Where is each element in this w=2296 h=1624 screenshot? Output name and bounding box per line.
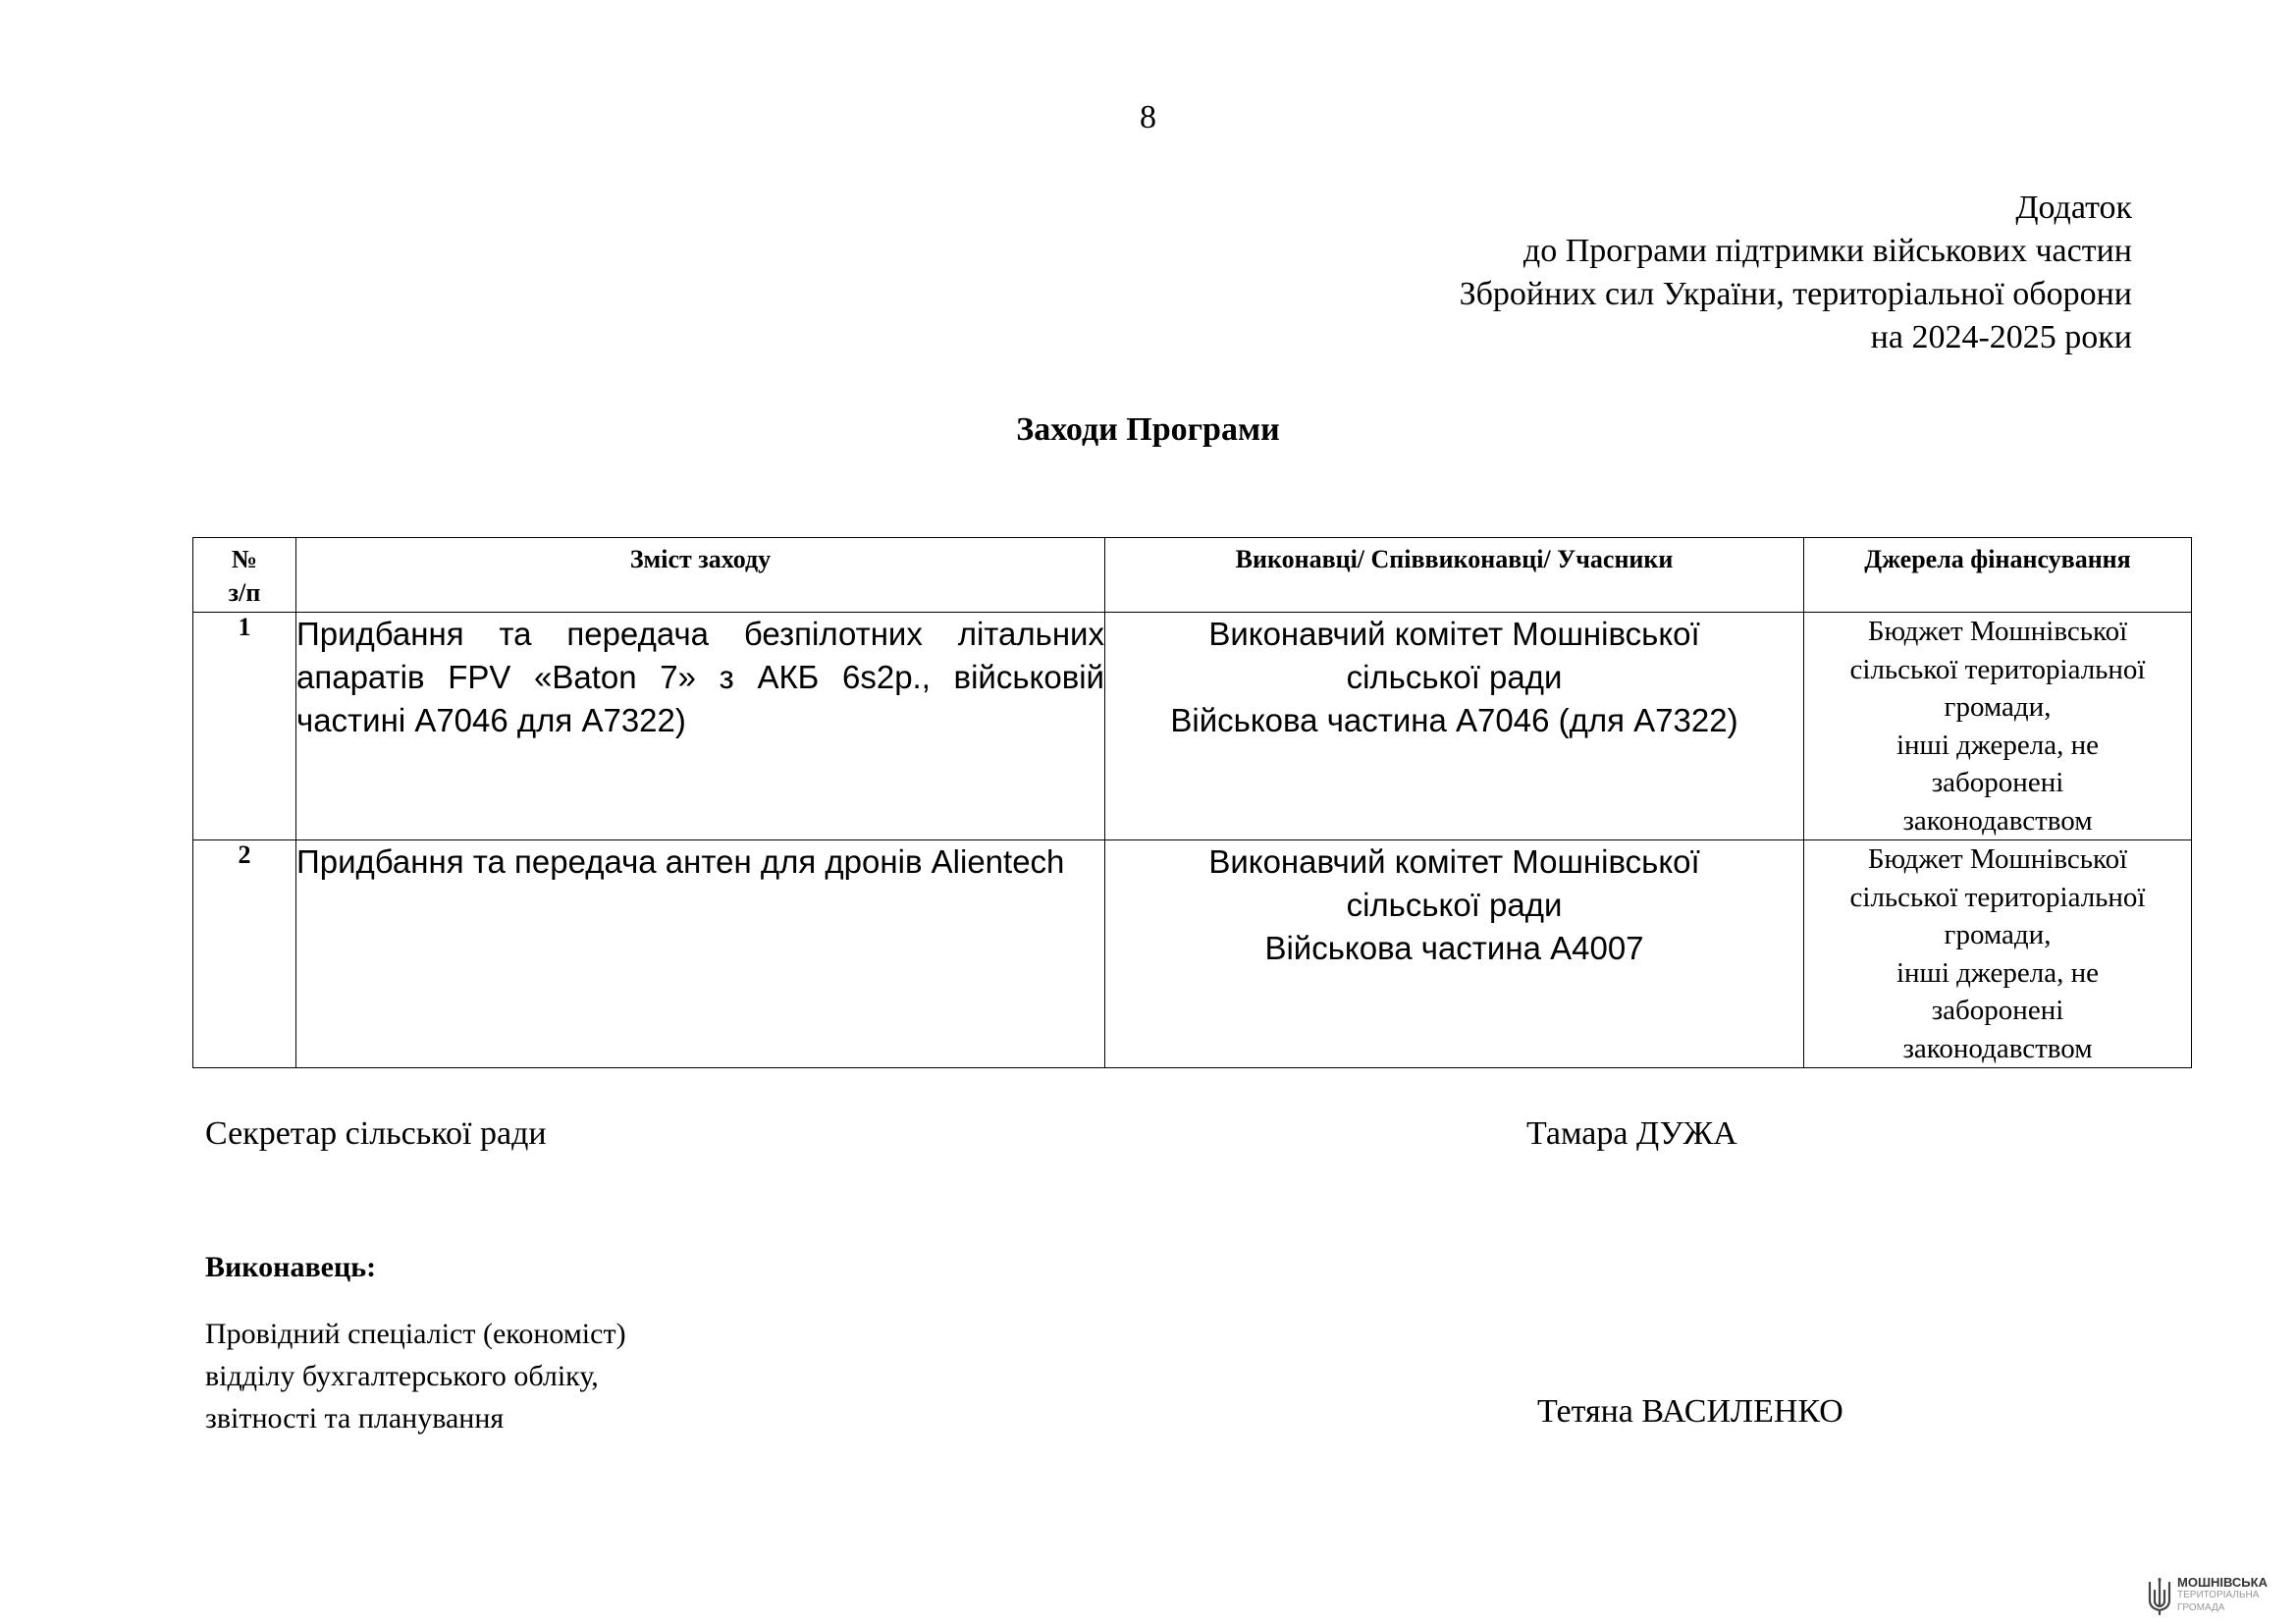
appendix-line-2: до Програми підтримки військових частин (1522, 233, 2132, 269)
header-executors: Виконавці/ Співвиконавці/ Учасники (1105, 538, 1804, 613)
funding-line-2: сільської територіальної (1849, 653, 2146, 685)
secretary-name: Тамара ДУЖА (1526, 1115, 1737, 1152)
funding-line-1: Бюджет Мошнівської (1867, 616, 2128, 647)
executor-position (205, 1313, 626, 1439)
table-row (193, 840, 2192, 1068)
logo-line-1: МОШНІВСЬКА (2177, 1575, 2268, 1590)
measures-table (192, 537, 2192, 1068)
appendix-line-4: на 2024-2025 роки (1870, 319, 2132, 355)
executor-heading: Виконавець: (205, 1251, 377, 1283)
trident-icon (2145, 1577, 2174, 1616)
header-funding: Джерела фінансування (1804, 538, 2192, 613)
executor-name: Тетяна ВАСИЛЕНКО (1537, 1393, 1843, 1430)
appendix-line-1: Додаток (2015, 189, 2132, 226)
page-number: 8 (1140, 99, 1156, 135)
table-header-row (193, 538, 2192, 613)
header-number-line-1: № (231, 545, 258, 573)
secretary-title: Секретар сільської ради (205, 1115, 547, 1152)
appendix-line-3: Збройних сил України, територіальної оборони (1459, 276, 2132, 312)
table-row (193, 613, 2192, 840)
executor-position-line-3: звітності та планування (205, 1402, 505, 1435)
logo-line-2: ТЕРИТОРІАЛЬНА (2177, 1590, 2260, 1600)
header-number (193, 538, 296, 613)
funding-line-4: інші джерела, не (1896, 956, 2100, 989)
funding-line-2: сільської територіальної (1849, 881, 2146, 913)
executor-position-line-1: Провідний спеціаліст (економіст) (205, 1318, 626, 1350)
executors-line-2: сільської ради (1346, 887, 1563, 923)
funding-line-5: заборонені (1931, 995, 2064, 1026)
row-content: Придбання та передача безпілотних літальних апаратів FPV «Baton 7» з АКБ 6s2p., військовій частині А7046 для А7322) (296, 613, 1105, 840)
community-logo (2145, 1575, 2282, 1618)
funding-line-6: законодавством (1902, 1032, 2093, 1064)
appendix-header (1460, 187, 2132, 359)
executor-position-line-2: відділу бухгалтерського обліку, (205, 1360, 599, 1392)
funding-line-6: законодавством (1902, 804, 2093, 837)
funding-line-5: заборонені (1931, 767, 2064, 798)
executors-line-2: сільської ради (1346, 659, 1563, 695)
executors-line-3: Військова частина А4007 (1264, 930, 1644, 966)
executors-line-1: Виконавчий комітет Мошнівської (1208, 616, 1700, 652)
row-content: Придбання та передача антен для дронів Alientech (296, 840, 1105, 1068)
row-number: 2 (193, 840, 296, 1068)
row-funding (1804, 840, 2192, 1068)
executors-line-3: Військова частина А7046 (для А7322) (1170, 702, 1738, 738)
row-number: 1 (193, 613, 296, 840)
row-executors (1105, 613, 1804, 840)
funding-line-4: інші джерела, не (1896, 729, 2100, 761)
funding-line-3: громади, (1944, 691, 2052, 723)
header-number-line-2: з/п (228, 578, 261, 607)
executors-line-1: Виконавчий комітет Мошнівської (1208, 843, 1700, 880)
funding-line-3: громади, (1944, 919, 2052, 950)
header-content: Зміст заходу (296, 538, 1105, 613)
row-executors (1105, 840, 1804, 1068)
funding-line-1: Бюджет Мошнівської (1867, 843, 2128, 875)
logo-line-3: ГРОМАДА (2177, 1602, 2225, 1613)
document-title: Заходи Програми (1016, 411, 1280, 448)
row-funding (1804, 613, 2192, 840)
